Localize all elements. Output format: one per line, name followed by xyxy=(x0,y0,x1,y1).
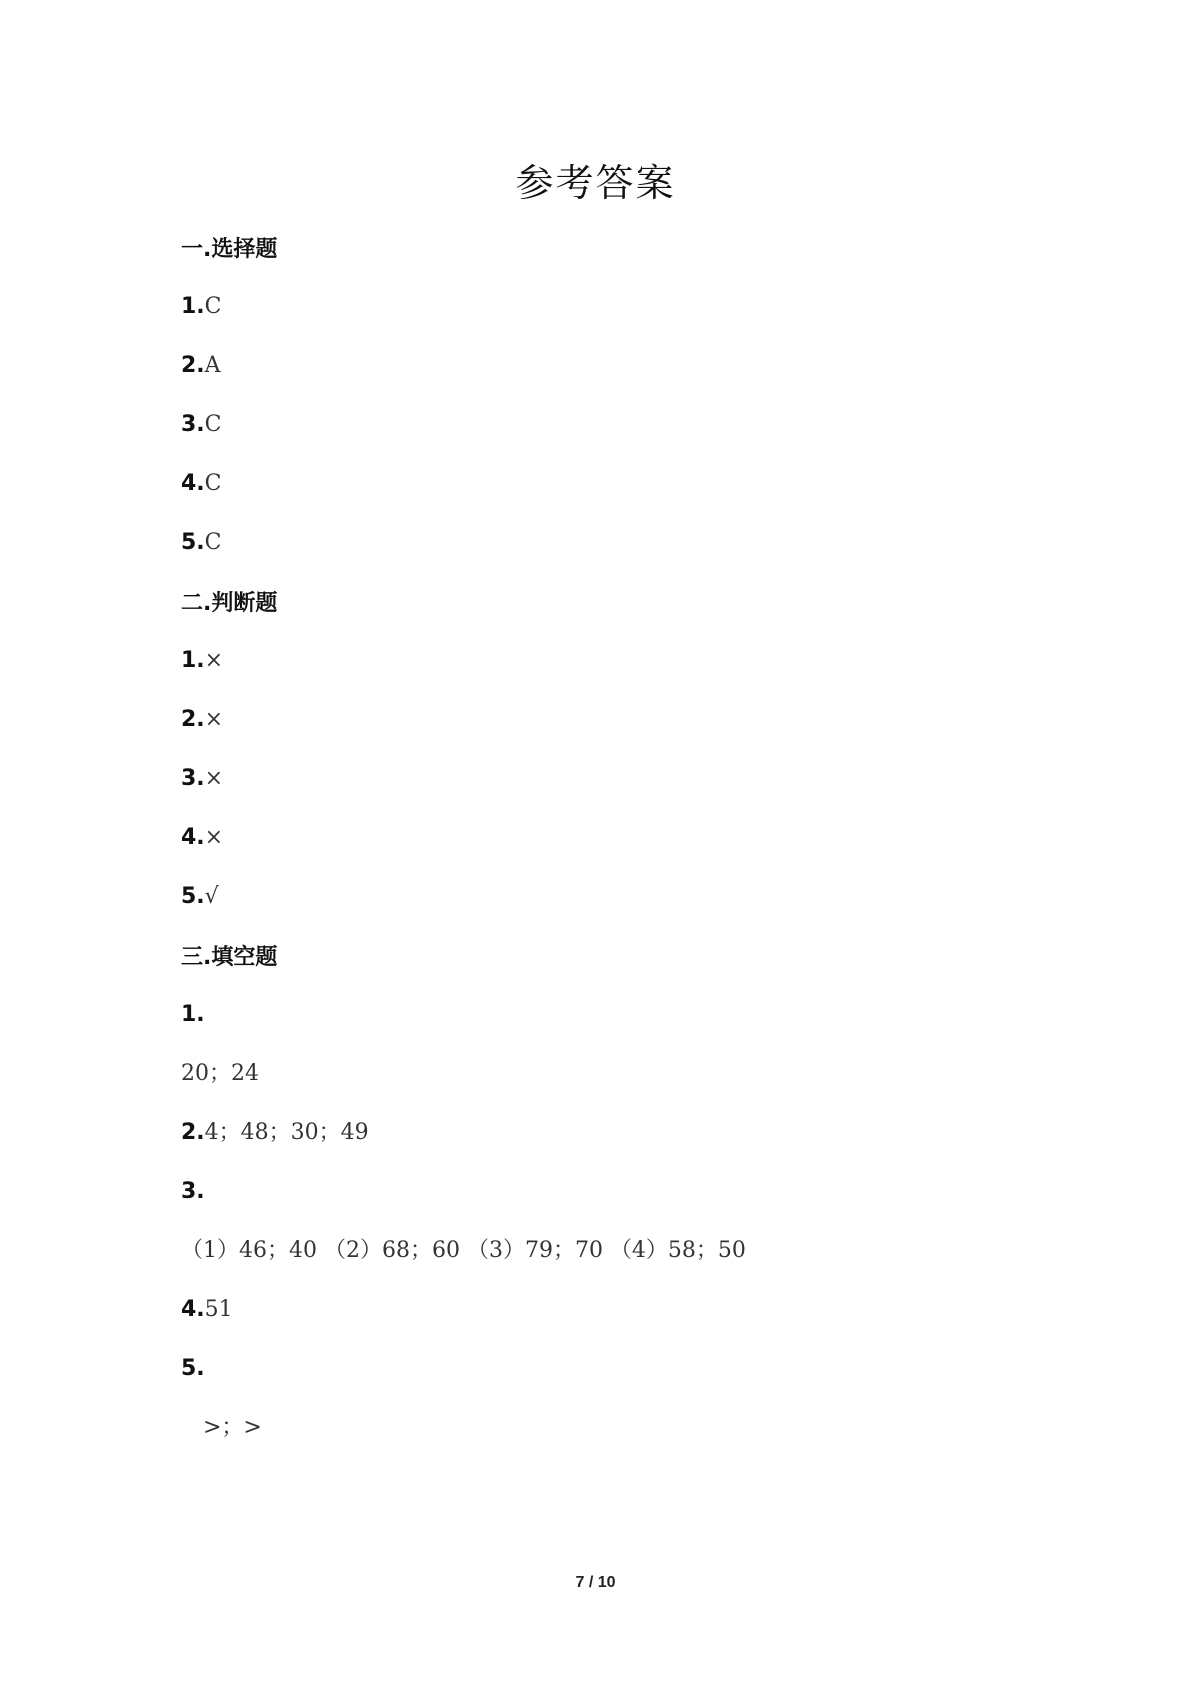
item-answer: >；> xyxy=(203,1415,262,1440)
fill-answer-4 xyxy=(181,1295,233,1325)
item-number: 3. xyxy=(181,412,205,437)
page-indicator: 7 / 10 xyxy=(575,1574,616,1591)
item-answer: 51 xyxy=(204,1297,233,1322)
item-answer: （1）46；40 （2）68；60 （3）79；70 （4）58；50 xyxy=(181,1238,746,1263)
fill-answer-1 xyxy=(181,1000,205,1030)
judge-answer-4 xyxy=(181,823,223,853)
choice-answer-3 xyxy=(181,410,222,440)
item-answer: × xyxy=(204,707,224,732)
choice-answer-2 xyxy=(181,351,221,381)
item-number: 3. xyxy=(181,1179,205,1204)
item-answer: 4；48；30；49 xyxy=(204,1120,369,1145)
fill-answer-1-detail xyxy=(181,1059,259,1089)
item-number: 4. xyxy=(181,471,205,496)
item-number: 2. xyxy=(181,707,205,732)
section-heading-judge: 二.判断题 xyxy=(181,591,278,616)
item-number: 1. xyxy=(181,294,205,319)
judge-answer-5 xyxy=(181,882,219,912)
item-number: 2. xyxy=(181,1120,205,1145)
fill-answer-3 xyxy=(181,1177,205,1207)
item-answer: × xyxy=(204,766,224,791)
fill-answer-5-detail xyxy=(203,1413,262,1443)
item-answer: C xyxy=(204,471,222,496)
choice-answer-4 xyxy=(181,469,222,499)
fill-answer-3-detail xyxy=(181,1236,746,1266)
judge-answer-2 xyxy=(181,705,223,735)
item-answer: × xyxy=(204,825,224,850)
judge-answer-1 xyxy=(181,646,223,676)
item-answer: C xyxy=(204,412,222,437)
item-number: 3. xyxy=(181,766,205,791)
item-answer: × xyxy=(204,648,224,673)
section-heading-choice: 一.选择题 xyxy=(181,237,278,262)
item-number: 4. xyxy=(181,1297,205,1322)
item-answer: 20；24 xyxy=(181,1061,259,1086)
fill-answer-2 xyxy=(181,1118,369,1148)
item-number: 1. xyxy=(181,1002,205,1027)
judge-answer-3 xyxy=(181,764,223,794)
item-number: 2. xyxy=(181,353,205,378)
item-answer: A xyxy=(204,353,221,378)
item-number: 5. xyxy=(181,530,205,555)
item-number: 5. xyxy=(181,1356,205,1381)
fill-answer-5 xyxy=(181,1354,205,1384)
item-number: 5. xyxy=(181,884,205,909)
choice-answer-1 xyxy=(181,292,222,322)
page-title: 参考答案 xyxy=(515,161,676,205)
item-number: 4. xyxy=(181,825,205,850)
item-answer: C xyxy=(204,530,222,555)
item-number: 1. xyxy=(181,648,205,673)
choice-answer-5 xyxy=(181,528,222,558)
item-answer: √ xyxy=(204,884,219,909)
item-answer: C xyxy=(204,294,222,319)
section-heading-fill: 三.填空题 xyxy=(181,945,278,970)
